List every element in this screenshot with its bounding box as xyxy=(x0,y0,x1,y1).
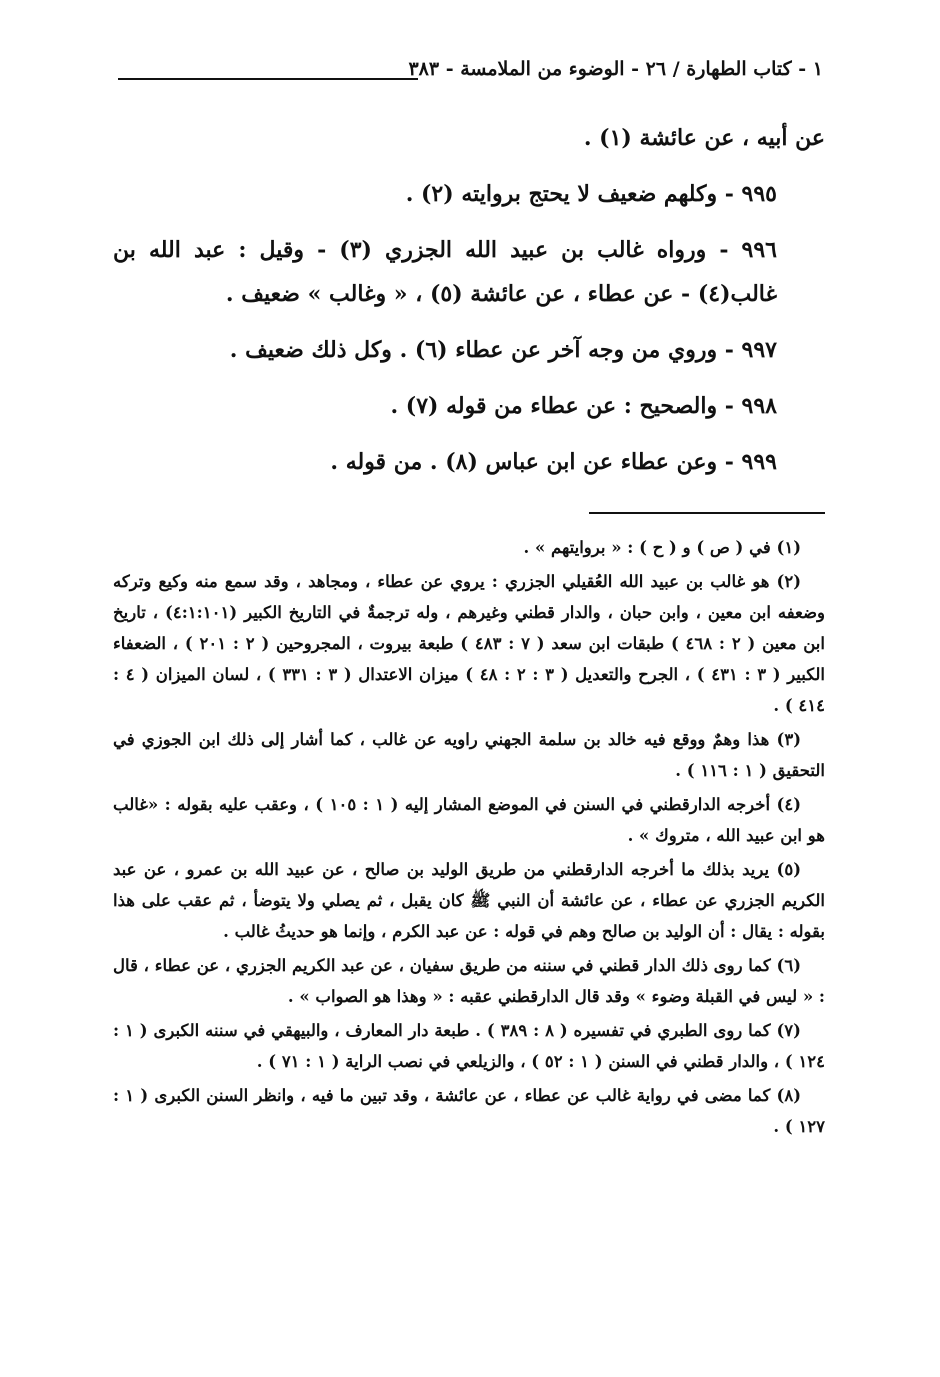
footnote-3: (٣) هذا وهمٌ ووقع فيه خالد بن سلمة الجهني راويه عن غالب ، كما أشار إلى ذلك ابن الجوزي في التحقيق ( ١ : ١١٦ ) . xyxy=(113,730,825,780)
footnote-5: (٥) يريد بذلك ما أخرجه الدارقطني من طريق الوليد بن صالح ، عن عبيد الله بن عمرو ، عن عبد الكريم الجزري عن عطاء ، عن عائشة أن النبي ﷺ كان يقبل ، ثم يصلي ولا يتوضأ ، ثم عقب على هذا بقوله : يقال : أن الوليد بن صالح وهم في قوله : عن عبد الكرم ، وإنما هو حديثُ غالب . xyxy=(113,860,825,941)
hadith-995: ٩٩٥ - وكلهم ضعيف لا يحتج بروايته (٢) . xyxy=(405,181,777,207)
footnote-6: (٦) كما روى ذلك الدار قطني في سننه من طريق سفيان ، عن عبد الكريم الجزري ، عن عطاء ، قال : « ليس في القبلة وضوء » وقد قال الدارقطني عقبه : « وهذا هو الصواب » . xyxy=(113,956,825,1006)
main-text xyxy=(113,116,825,496)
hadith-996: ٩٩٦ - ورواه غالب بن عبيد الله الجزري (٣) - وقيل : عبد الله بن غالب(٤) - عن عطاء ، عن عائشة (٥) ، « وغالب » ضعيف . xyxy=(113,237,777,307)
hadith-997: ٩٩٧ - وروي من وجه آخر عن عطاء (٦) . وكل ذلك ضعيف . xyxy=(229,337,777,363)
footnote-7: (٧) كما روى الطبري في تفسيره ( ٨ : ٣٨٩ ) . طبعة دار المعارف ، والبيهقي في سننه الكبرى ( ١ : ١٢٤ ) ، والدار قطني في السنن ( ١ : ٥٢ ) ، والزيلعي في نصب الراية ( ١ : ٧١ ) . xyxy=(113,1021,825,1071)
header-rule xyxy=(118,78,418,80)
footnote-separator xyxy=(589,512,825,514)
footnote-1: (١) في ( ص ) و ( ح ) : « بروايتهم » . xyxy=(523,538,801,557)
page-header xyxy=(118,58,823,98)
main-line-continuation: عن أبيه ، عن عائشة (١) . xyxy=(583,125,825,151)
footnotes xyxy=(113,532,825,1145)
hadith-998: ٩٩٨ - والصحيح : عن عطاء من قوله (٧) . xyxy=(390,393,777,419)
footnote-8: (٨) كما مضى في رواية غالب عن عطاء ، عن عائشة ، وقد تبين ما فيه ، وانظر السنن الكبرى ( ١ : ١٢٧ ) . xyxy=(113,1086,825,1136)
footnote-4: (٤) أخرجه الدارقطني في السنن في الموضع المشار إليه ( ١ : ١٠٥ ) ، وعقب عليه بقوله : «غالب هو ابن عبيد الله ، متروك » . xyxy=(113,795,825,845)
running-title: ١ - كتاب الطهارة / ٢٦ - الوضوء من الملامسة - ٣٨٣ xyxy=(408,58,823,80)
hadith-999: ٩٩٩ - وعن عطاء عن ابن عباس (٨) . من قوله . xyxy=(330,449,777,475)
footnote-2: (٢) هو غالب بن عبيد الله العُقيلي الجزري : يروي عن عطاء ، ومجاهد ، وقد سمع منه وكيع وتركه وضعفه ابن معين ، وابن حبان ، والدار قطني وغيرهم ، وله ترجمةٌ في التاريخ الكبير (٤:١:١٠١) ، تاريخ ابن معين ( ٢ : ٤٦٨ ) طبقات ابن سعد ( ٧ : ٤٨٣ ) طبعة بيروت ، المجروحين ( ٢ : ٢٠١ ) ، الضعفاء الكبير ( ٣ : ٤٣١ ) ، الجرح والتعديل ( ٣ : ٢ : ٤٨ ) ميزان الاعتدال ( ٣ : ٣٣١ ) ، لسان الميزان ( ٤ : ٤١٤ ) . xyxy=(113,572,825,715)
